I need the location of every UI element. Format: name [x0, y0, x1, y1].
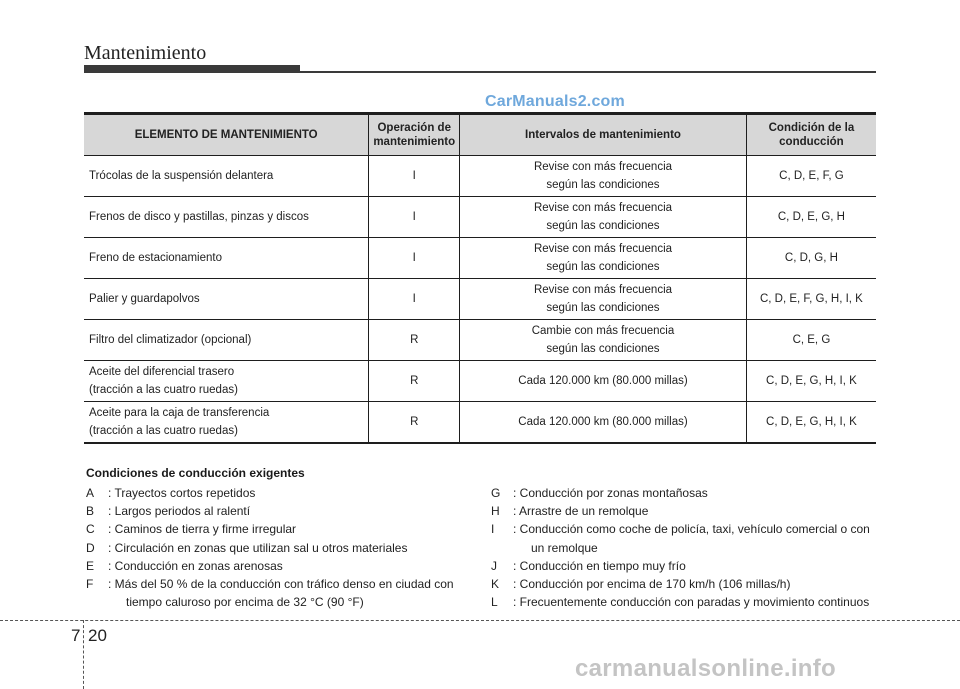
condition-letter: B [86, 504, 95, 519]
condition-text-main: : Trayectos cortos repetidos [108, 486, 256, 500]
cell-item-line: Aceite del diferencial trasero [89, 366, 235, 378]
condition-letter: E [86, 558, 95, 573]
condition-text-main: : Largos periodos al ralentí [108, 504, 251, 519]
cell-operation: R [369, 402, 460, 444]
cell-interval-line: Revise con más frecuencia [533, 243, 673, 255]
chapter-number: 7 [71, 626, 81, 645]
condition-text-continuation: tiempo caluroso por encima de 32 °C (90 °F) [126, 595, 364, 610]
cell-operation: I [369, 238, 460, 279]
condition-letter: K [491, 577, 500, 592]
cell-item [84, 238, 369, 279]
cell-interval-line: Revise con más frecuencia [533, 161, 673, 173]
cell-condition: C, E, G [746, 320, 876, 361]
cell-interval-line: Revise con más frecuencia [533, 284, 673, 296]
table-row [84, 361, 876, 402]
title-bar [84, 65, 300, 73]
condition-text-main: : Conducción en tiempo muy frío [513, 558, 686, 573]
condition-text [513, 520, 881, 556]
condition-letter: D [86, 540, 95, 555]
footer-rule [0, 620, 960, 621]
cell-condition: C, D, E, G, H, I, K [746, 361, 876, 402]
condition-text-main: : Más del 50 % de la conducción con tráfico denso en ciudad con [108, 577, 454, 592]
cell-condition: C, D, E, G, H, I, K [746, 402, 876, 444]
page-number: 20 [88, 626, 107, 645]
cell-item [84, 320, 369, 361]
condition-text-main: : Arrastre de un remolque [513, 504, 649, 519]
condition-letter: L [491, 595, 498, 610]
footer-vertical-rule [83, 620, 84, 689]
table-header-row [84, 114, 876, 156]
cell-item-line: Aceite para la caja de transferencia [89, 407, 270, 419]
cell-interval [460, 402, 747, 444]
condition-item [86, 520, 476, 538]
condition-item [86, 539, 476, 557]
cell-item-line: Trócolas de la suspensión delantera [89, 170, 274, 182]
condition-text-main: : Conducción por encima de 170 km/h (106 millas/h) [513, 577, 791, 592]
condition-text-continuation: un remolque [531, 540, 598, 555]
cell-operation: I [369, 197, 460, 238]
condition-text [108, 539, 476, 557]
cell-item-line: (tracción a las cuatro ruedas) [89, 425, 238, 437]
cell-interval-line: según las condiciones [546, 343, 660, 355]
condition-text-main: : Conducción como coche de policía, taxi, vehículo comercial o con [513, 522, 870, 537]
header-interval: Intervalos de mantenimiento [460, 114, 747, 156]
section-title: Mantenimiento [84, 42, 207, 64]
table-row [84, 156, 876, 197]
maintenance-table [84, 112, 876, 444]
condition-text [108, 575, 476, 611]
condition-item [491, 593, 881, 611]
table-row [84, 320, 876, 361]
header-operation-line: Operación de [377, 122, 451, 134]
condition-item [491, 575, 881, 593]
condition-text [108, 520, 476, 538]
cell-interval [460, 320, 747, 361]
condition-item [491, 484, 881, 502]
condition-letter: I [491, 522, 495, 537]
cell-interval-line: Cada 120.000 km (80.000 millas) [518, 416, 688, 428]
title-rule [300, 71, 876, 73]
cell-item [84, 279, 369, 320]
condition-item [491, 557, 881, 575]
condition-item [86, 575, 476, 611]
cell-item [84, 197, 369, 238]
condition-text-main: : Frecuentemente conducción con paradas y movimiento continuos [513, 595, 870, 610]
condition-letter: H [491, 504, 500, 519]
header-operation-line: mantenimiento [373, 136, 456, 148]
cell-interval [460, 361, 747, 402]
cell-item-line: Palier y guardapolvos [89, 293, 200, 305]
cell-item [84, 361, 369, 402]
condition-item [86, 502, 476, 520]
header-operation [369, 114, 460, 156]
cell-interval-line: Cambie con más frecuencia [531, 325, 675, 337]
cell-interval-line: Cada 120.000 km (80.000 millas) [518, 375, 688, 387]
condition-text [513, 484, 881, 502]
cell-item-line: Freno de estacionamiento [89, 252, 222, 264]
cell-interval-line: según las condiciones [546, 220, 660, 232]
condition-letter: G [491, 486, 501, 500]
condition-letter: C [86, 522, 95, 537]
condition-text-main: : Caminos de tierra y firme irregular [108, 522, 297, 537]
cell-interval-line: según las condiciones [546, 261, 660, 273]
cell-item-line: Filtro del climatizador (opcional) [89, 334, 252, 346]
condition-text [108, 557, 476, 575]
conditions-left-column [86, 484, 476, 611]
condition-text [108, 502, 476, 520]
table-row [84, 279, 876, 320]
cell-condition: C, D, G, H [746, 238, 876, 279]
cell-interval [460, 156, 747, 197]
condition-item [491, 520, 881, 556]
condition-letter: F [86, 577, 94, 592]
cell-condition: C, D, E, G, H [746, 197, 876, 238]
condition-letter: A [86, 486, 95, 500]
condition-text-main: : Conducción por zonas montañosas [513, 486, 708, 500]
cell-interval-line: Revise con más frecuencia [533, 202, 673, 214]
header-condition [746, 114, 876, 156]
cell-operation: I [369, 279, 460, 320]
cell-interval [460, 238, 747, 279]
condition-letter: J [491, 558, 497, 573]
condition-text [108, 484, 476, 502]
header-condition-line: Condición de la [768, 122, 855, 134]
condition-text [513, 593, 881, 611]
cell-operation: I [369, 156, 460, 197]
cell-interval [460, 197, 747, 238]
cell-interval-line: según las condiciones [546, 302, 660, 314]
table-row [84, 402, 876, 444]
condition-item [86, 484, 476, 502]
conditions-right-column [491, 484, 881, 611]
condition-text [513, 502, 881, 520]
cell-operation: R [369, 320, 460, 361]
cell-interval-line: según las condiciones [546, 179, 660, 191]
condition-text-main: : Conducción en zonas arenosas [108, 558, 283, 573]
condition-text [513, 557, 881, 575]
table-row [84, 197, 876, 238]
watermark-bottom: carmanualsonline.info [575, 655, 837, 682]
cell-condition: C, D, E, F, G, H, I, K [746, 279, 876, 320]
cell-item [84, 402, 369, 444]
cell-item-line: (tracción a las cuatro ruedas) [89, 384, 238, 396]
header-condition-line: conducción [779, 136, 844, 148]
watermark-top: CarManuals2.com [485, 93, 625, 110]
condition-item [86, 557, 476, 575]
condition-text-main: : Circulación en zonas que utilizan sal u otros materiales [108, 540, 408, 555]
cell-item [84, 156, 369, 197]
condition-item [491, 502, 881, 520]
condition-text [513, 575, 881, 593]
header-item: ELEMENTO DE MANTENIMIENTO [84, 114, 369, 156]
cell-interval [460, 279, 747, 320]
conditions-title: Condiciones de conducción exigentes [86, 466, 305, 480]
table-row [84, 238, 876, 279]
cell-condition: C, D, E, F, G [746, 156, 876, 197]
cell-item-line: Frenos de disco y pastillas, pinzas y discos [89, 211, 309, 223]
cell-operation: R [369, 361, 460, 402]
